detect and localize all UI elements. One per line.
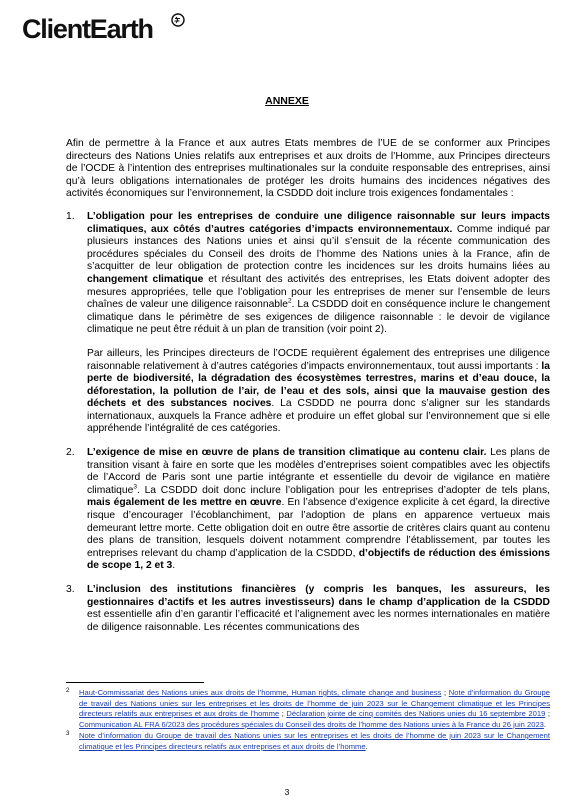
text-run: Les plans de transition visant à faire en sorte que les modèles d’entreprises soient compatibles avec les objectifs de l’Accord de Paris sont une partie intégrante et essentielle du devoir de vigilance en matière climatique xyxy=(87,447,550,496)
footnote-link[interactable]: Note d’information du Groupe de travail des Nations unies sur les entreprises et les droits de l’homme de juin 2023 sur le Changement climatique et les Principes directeurs relatifs aux entreprises et aux droits de l’homme xyxy=(79,731,550,751)
text-run: Par ailleurs, les Principes directeurs de l’OCDE requièrent également des entreprises une diligence raisonnable relativement à d’autres catégories d’impacts environnementaux, tout aussi importants : xyxy=(87,347,550,372)
list-item xyxy=(66,584,550,634)
document-body xyxy=(66,138,550,645)
footnote-ref[interactable]: 3 xyxy=(133,483,137,491)
text-run: et résultant des activités des entreprises, les Etats doivent adopter des mesures appropriées, telle que l’obligation pour les entreprises de mener sur l’ensemble de leurs chaînes de valeur une diligence raisonnable xyxy=(87,273,551,311)
text-run: . La CSDDD ne pourra donc s’aligner sur les standards internationaux, auxquels la France adhère et produire un effet global sur l’environnement que si elle appréhende l’intégralité de ces catégories. xyxy=(87,398,550,435)
text-run: . xyxy=(172,560,176,572)
text-run: . La CSDDD doit donc inclure l’obligation pour les entreprises d’adopter de tels plans, xyxy=(136,484,550,496)
globe-icon xyxy=(171,13,185,27)
annex-title: ANNEXE xyxy=(265,95,309,107)
text-run: . La CSDDD doit en conséquence inclure le changement climatique dans le périmètre de ses exigences de diligence raisonnable : le devoir de vigilance climatique ne peut être réduit à un plan de transition (voir point 2). xyxy=(87,299,550,336)
list-item-number: 1. xyxy=(66,210,75,222)
footnote-link[interactable]: Haut-Commissariat des Nations unies aux droits de l’homme, Human rights, climate change and business xyxy=(79,688,442,697)
bold-text: la perte de biodiversité, la dégradation des écosystèmes terrestres, marins et d’eau douce, la déforestation, la pollution de l’air, de l’eau et des sols, ainsi que la mauvaise gestion des déchets et des substances nocives xyxy=(87,360,550,410)
list-item-number: 2. xyxy=(66,447,75,459)
separator-text: ; xyxy=(279,709,287,718)
item-paragraph xyxy=(87,211,550,337)
footnote-link[interactable]: Déclaration jointe de cinq comités des Nations unies du 16 septembre 2019 xyxy=(286,709,546,718)
footnote-number: 2 xyxy=(66,688,70,694)
bold-text: mais également de les mettre en œuvre xyxy=(87,497,282,509)
bold-text: changement climatique xyxy=(87,273,204,285)
footnote-link[interactable]: Communication AL FRA 6/2023 des procédures spéciales du Conseil des droits de l’homme des Nations unies à la France du 26 juin 2023 xyxy=(79,719,544,729)
bold-lead: L’inclusion des institutions financières (y compris les banques, les assureurs, les gestionnaires d’actifs et les autres investisseurs) dans le champ d’application de la CSDDD xyxy=(87,584,550,608)
list-item xyxy=(66,447,550,573)
logo-text: ClientEarth xyxy=(22,14,153,44)
separator-text: ; xyxy=(441,688,449,697)
text-run: . En l’absence d’exigence explicite à cet égard, la directive risque d’encourager l’écoblanchiment, par l’adoption de plans en apparence vertueux mais demeurant lettre morte. Cette obligation doit en outre être assortie de critères clairs quant au contenu des plans de transition, lesquels doivent notamment comprendre l’établissement, par toutes les entreprises relevant du champ d’application de la CSDDD, xyxy=(87,497,550,559)
list-item xyxy=(66,211,550,436)
list-item-number: 3. xyxy=(66,584,75,595)
separator-text: . xyxy=(543,719,547,729)
bold-text: d’objectifs de réduction des émissions de scope 1, 2 et 3 xyxy=(87,547,550,572)
item-paragraph xyxy=(87,348,550,436)
text-run: est essentielle afin d’en garantir l’efficacité et l’alignement avec les normes internationales en matière de diligence raisonnable. Les récentes communications des xyxy=(87,609,550,633)
footnote-ref[interactable]: 2 xyxy=(288,297,292,305)
page-number: 3 xyxy=(284,787,290,797)
footnote xyxy=(66,688,550,730)
footnote-number: 3 xyxy=(66,731,70,737)
intro-paragraph: Afin de permettre à la France et aux autres Etats membres de l’UE de se conformer aux Principes directeurs des Nations Unies relatifs aux entreprises et aux droits de l’Homme, aux Principes directeurs de l’OCDE à l’intention des entreprises multinationales sur la conduite responsable des entreprises, ainsi qu’à leurs obligations internationales de protéger les droits humains des incidences négatives des activités économiques sur l’environnement, la CSDDD doit inclure trois exigences fondamentales : xyxy=(66,138,550,200)
item-paragraph xyxy=(87,584,550,634)
item-paragraph xyxy=(87,447,550,573)
footnotes xyxy=(66,688,550,753)
clientearth-logo xyxy=(22,14,153,44)
separator-text: ; xyxy=(545,709,550,718)
footnote-link[interactable]: Note d’information du Groupe de travail des Nations unies sur les entreprises et les droits de l’homme de juin 2023 sur le Changement climatique et les Principes directeurs relatifs aux entreprises et aux droits de l’homme xyxy=(79,688,550,718)
footnote-separator xyxy=(66,682,204,683)
bold-lead: L’obligation pour les entreprises de conduire une diligence raisonnable sur leurs impacts climatiques, aux côtés d’autres catégories d’impacts environnementaux. xyxy=(87,210,550,235)
footnote xyxy=(66,731,550,752)
text-run: Comme indiqué par plusieurs instances des Nations unies et ainsi qu’il s’ensuit de la récente communication des procédures spéciales du Conseil des droits de l’homme des Nations unies à la France, afin de s’acquitter de leur obligation de protection contre les incidences sur les droits humains liées au xyxy=(87,223,550,273)
bold-lead: L’exigence de mise en œuvre de plans de transition climatique au contenu clair. xyxy=(87,447,487,459)
separator-text: . xyxy=(365,741,368,751)
